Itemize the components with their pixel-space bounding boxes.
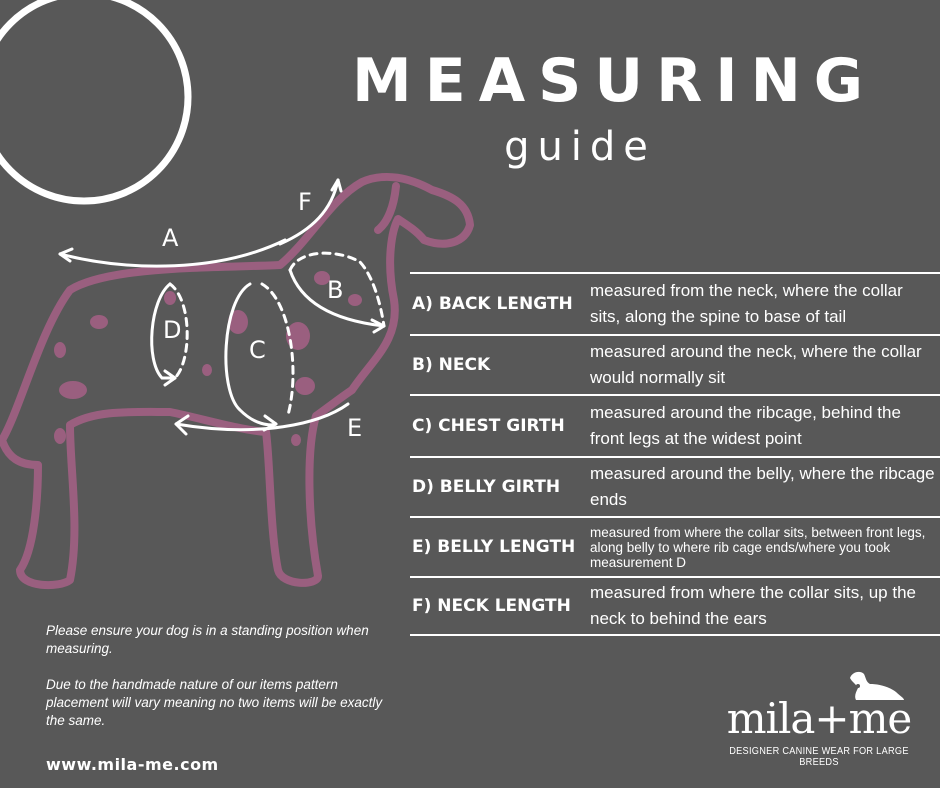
handmade-note: Due to the handmade nature of our items pattern placement will vary meaning no two items will be exactly the same. bbox=[46, 677, 383, 728]
measurement-label: B) NECK bbox=[412, 355, 491, 375]
measurement-label: F) NECK LENGTH bbox=[412, 596, 571, 616]
standing-note: Please ensure your dog is in a standing position when measuring. bbox=[46, 623, 369, 656]
label-c: C bbox=[249, 336, 266, 364]
measurement-description: measured from the neck, where the collar sits, along the spine to base of tail bbox=[590, 281, 903, 326]
measurement-row bbox=[410, 518, 940, 576]
measurement-description: measured around the belly, where the ribcage ends bbox=[590, 464, 935, 509]
measurement-row bbox=[410, 458, 940, 516]
measurement-table bbox=[410, 272, 940, 636]
measurement-label: D) BELLY GIRTH bbox=[412, 477, 561, 497]
measurement-label: C) CHEST GIRTH bbox=[412, 416, 565, 436]
page-subtitle: guide bbox=[504, 124, 656, 170]
measurement-arrows bbox=[60, 180, 384, 434]
page-title: MEASURING bbox=[352, 46, 877, 116]
measurement-description: measured from where the collar sits, up the neck to behind the ears bbox=[590, 583, 916, 628]
website-link[interactable]: www.mila-me.com bbox=[46, 755, 219, 774]
brand-tagline: DESIGNER CANINE WEAR FOR LARGE BREEDS bbox=[729, 746, 909, 768]
notes bbox=[46, 622, 386, 748]
divider bbox=[410, 634, 940, 636]
measurement-row bbox=[410, 396, 940, 456]
label-a: A bbox=[162, 224, 179, 252]
measurement-row bbox=[410, 336, 940, 394]
measurement-description: measured around the neck, where the collar would normally sit bbox=[590, 342, 922, 387]
measurement-row bbox=[410, 578, 940, 634]
label-d: D bbox=[163, 316, 182, 344]
measurement-description: measured around the ribcage, behind the front legs at the widest point bbox=[590, 403, 901, 448]
brand-name: mila+me bbox=[726, 694, 912, 743]
label-b: B bbox=[327, 276, 344, 304]
measurement-row bbox=[410, 274, 940, 334]
measurement-label: A) BACK LENGTH bbox=[412, 294, 573, 314]
measurement-description: measured from where the collar sits, between front legs, along belly to where rib cage ends/where you took measurement D bbox=[590, 524, 926, 570]
brand-logo bbox=[716, 696, 922, 768]
label-e: E bbox=[347, 414, 363, 442]
label-f: F bbox=[298, 188, 312, 216]
measurement-label: E) BELLY LENGTH bbox=[412, 537, 576, 557]
